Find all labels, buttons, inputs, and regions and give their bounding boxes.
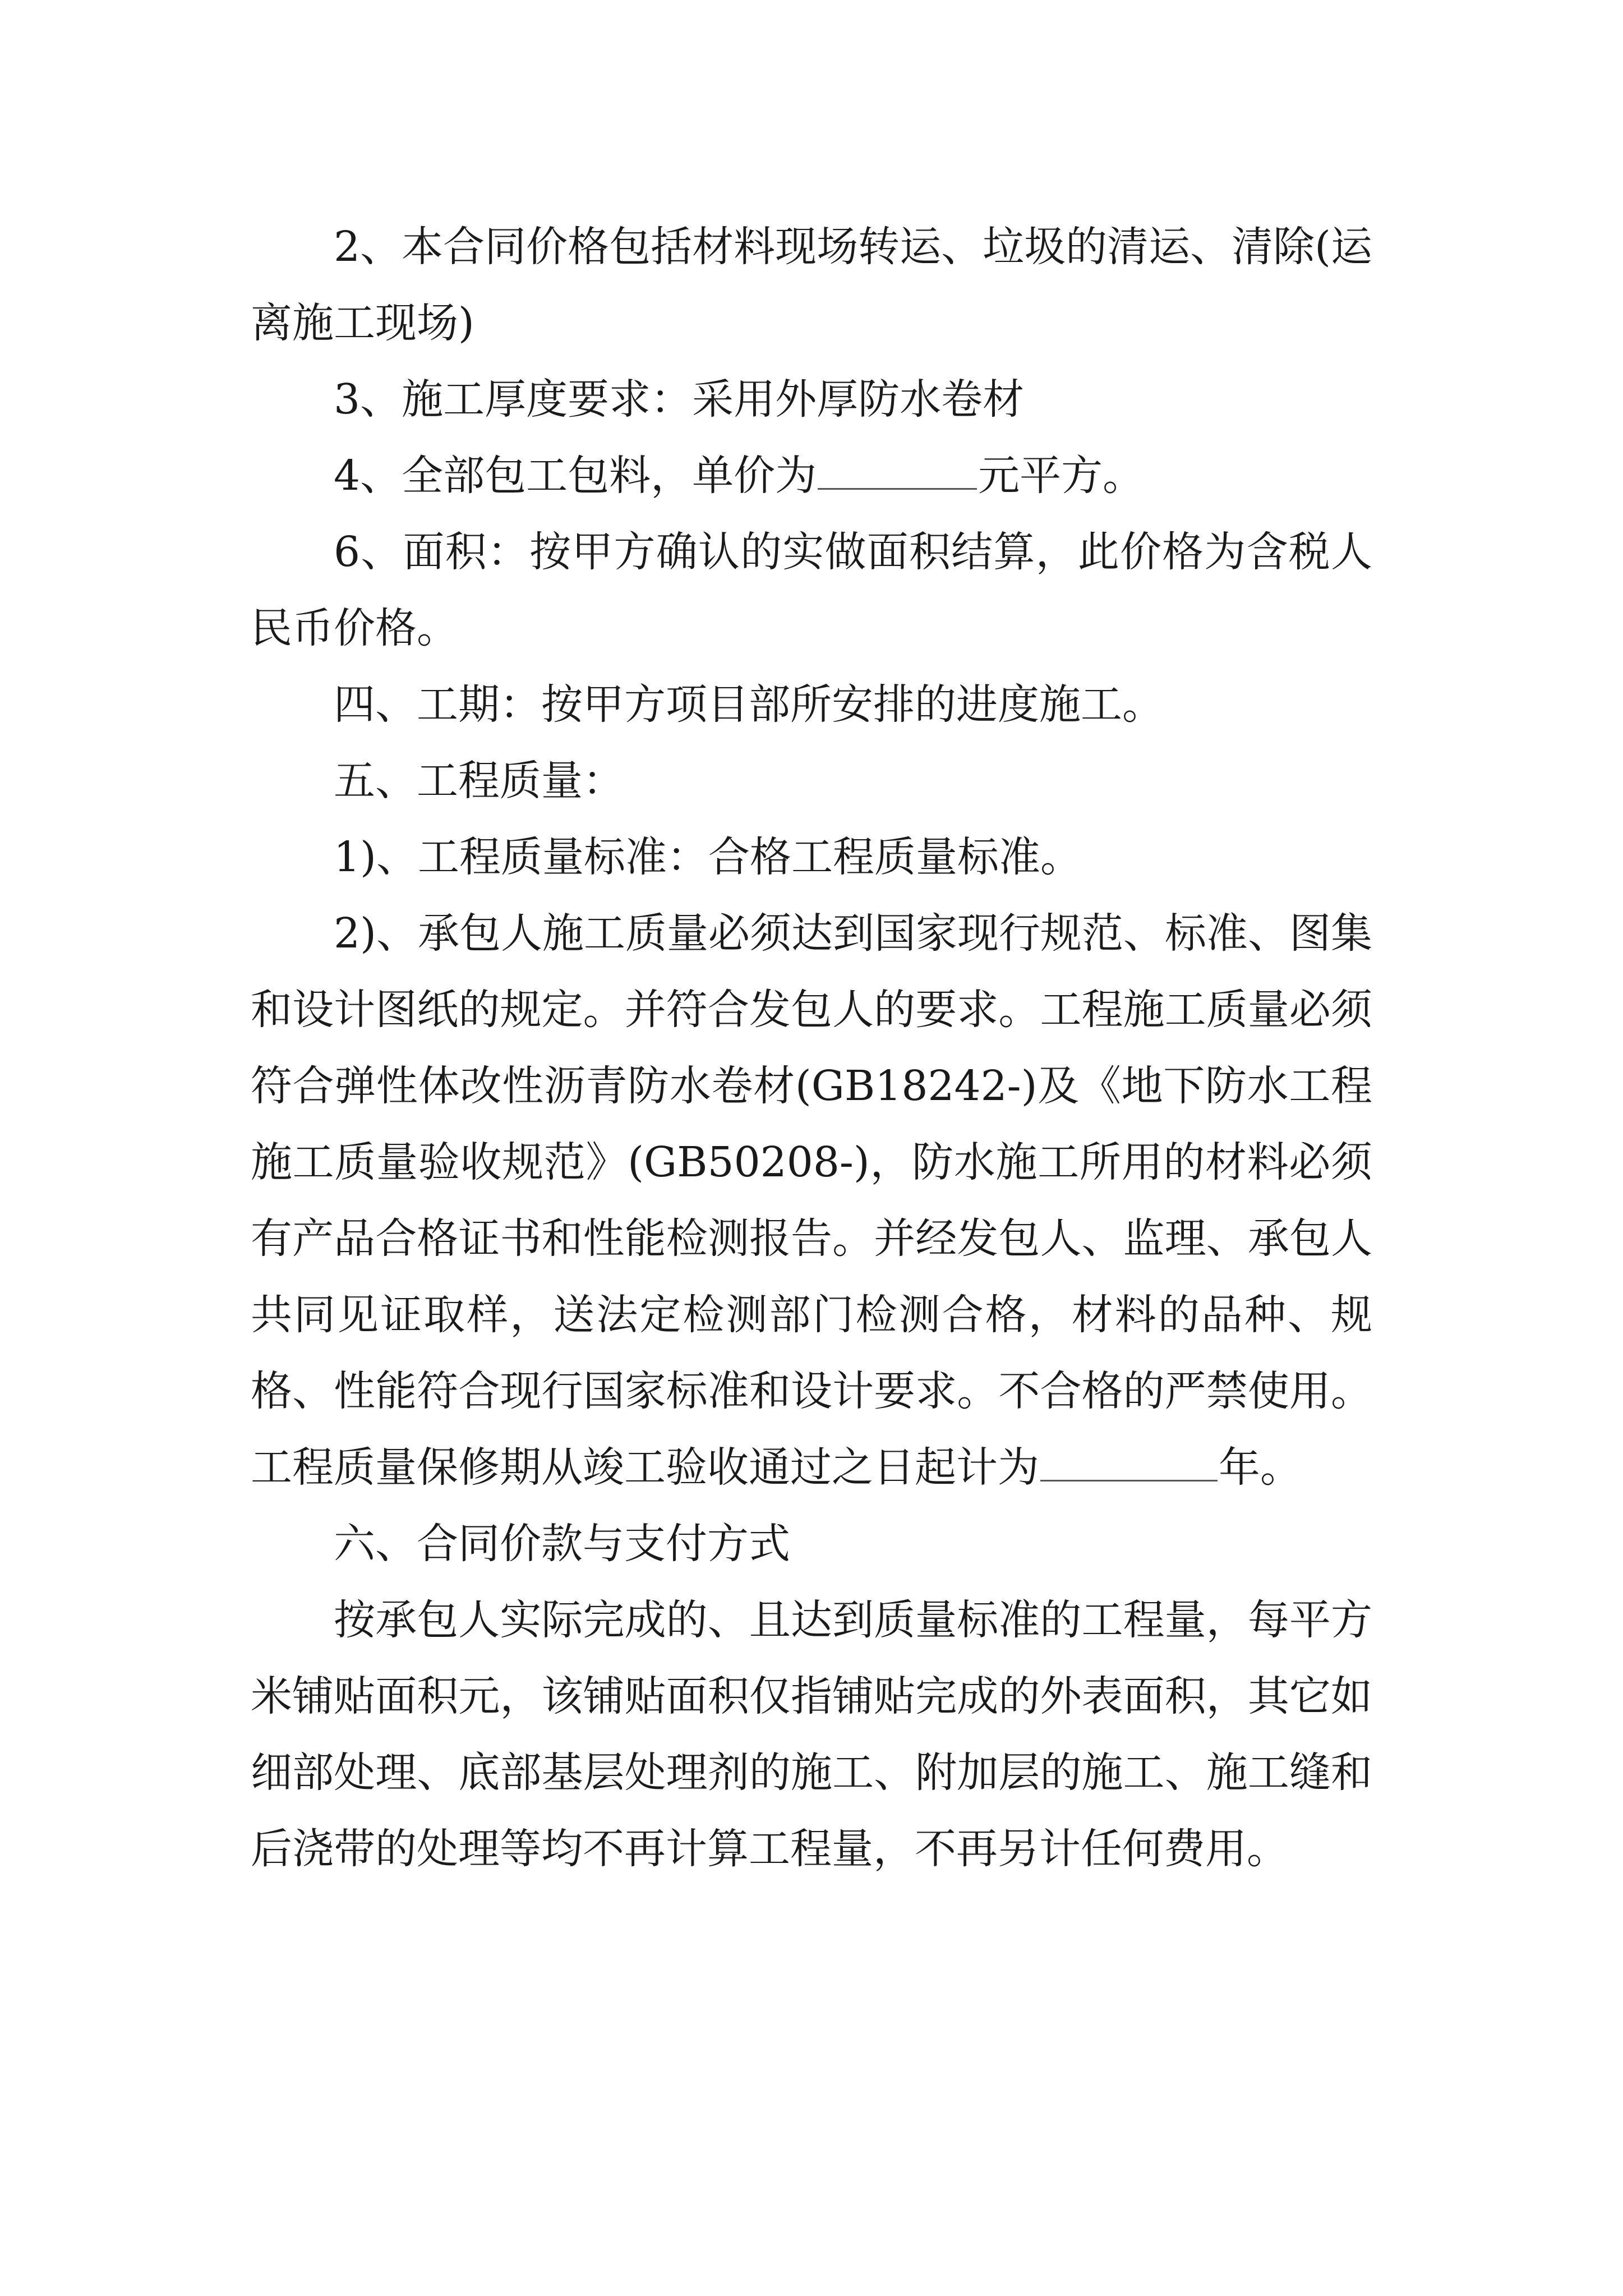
clause-payment-text: 按承包人实际完成的、且达到质量标准的工程量，每平方米铺贴面积元，该铺贴面积仅指铺贴完成的外表面积，其它如细部处理、底部基层处理剂的施工、附加层的施工、施工缝和后浇带的处理等均不再计算工程量，不再另计任何费用。	[251, 1596, 1372, 1873]
section-quality-heading	[251, 743, 1372, 819]
clause-area	[251, 514, 1372, 666]
clause-quality-requirements	[251, 895, 1372, 1506]
section-schedule	[251, 666, 1372, 743]
section-payment-heading	[251, 1506, 1372, 1582]
section-quality-heading-text: 五、工程质量：	[334, 757, 624, 805]
clause-payment	[251, 1582, 1372, 1887]
clause-quality-standard	[251, 819, 1372, 895]
unit-price-blank-field[interactable]	[818, 449, 977, 490]
section-schedule-text: 四、工期：按甲方项目部所安排的进度施工。	[334, 680, 1164, 729]
clause-unit-price-text: 4、全部包工包料，单价为	[334, 452, 817, 500]
clause-quality-standard-text: 1)、工程质量标准：合格工程质量标准。	[334, 833, 1082, 881]
clause-quality-requirements-text: 2)、承包人施工质量必须达到国家现行规范、标准、图集和设计图纸的规定。并符合发包人的要求。工程施工质量必须符合弹性体改性沥青防水卷材(GB18242-)及《地下防水工程施工质量验收规范》(GB50208-)，防水施工所用的材料必须有产品合格证书和性能检测报告。并经发包人、监理、承包人共同见证取样，送法定检测部门检测合格，材料的品种、规格、性能符合现行国家标准和设计要求。不合格的严禁使用。工程质量保修期从竣工验收通过之日起计为	[251, 909, 1372, 1492]
clause-thickness-text: 3、施工厚度要求：采用外厚防水卷材	[334, 375, 1025, 424]
clause-thickness	[251, 361, 1372, 438]
document-body	[251, 209, 1372, 1887]
clause-unit-price-suffix: 元平方。	[978, 452, 1145, 500]
section-payment-heading-text: 六、合同价款与支付方式	[334, 1520, 790, 1568]
clause-area-text: 6、面积：按甲方确认的实做面积结算，此价格为含税人民币价格。	[251, 528, 1372, 652]
warranty-years-blank-field[interactable]	[1040, 1441, 1218, 1481]
clause-price-scope-text: 2、本合同价格包括材料现场转运、垃圾的清运、清除(运离施工现场)	[251, 223, 1372, 347]
clause-unit-price	[251, 438, 1372, 514]
clause-price-scope	[251, 209, 1372, 361]
clause-quality-requirements-suffix: 年。	[1219, 1443, 1302, 1492]
